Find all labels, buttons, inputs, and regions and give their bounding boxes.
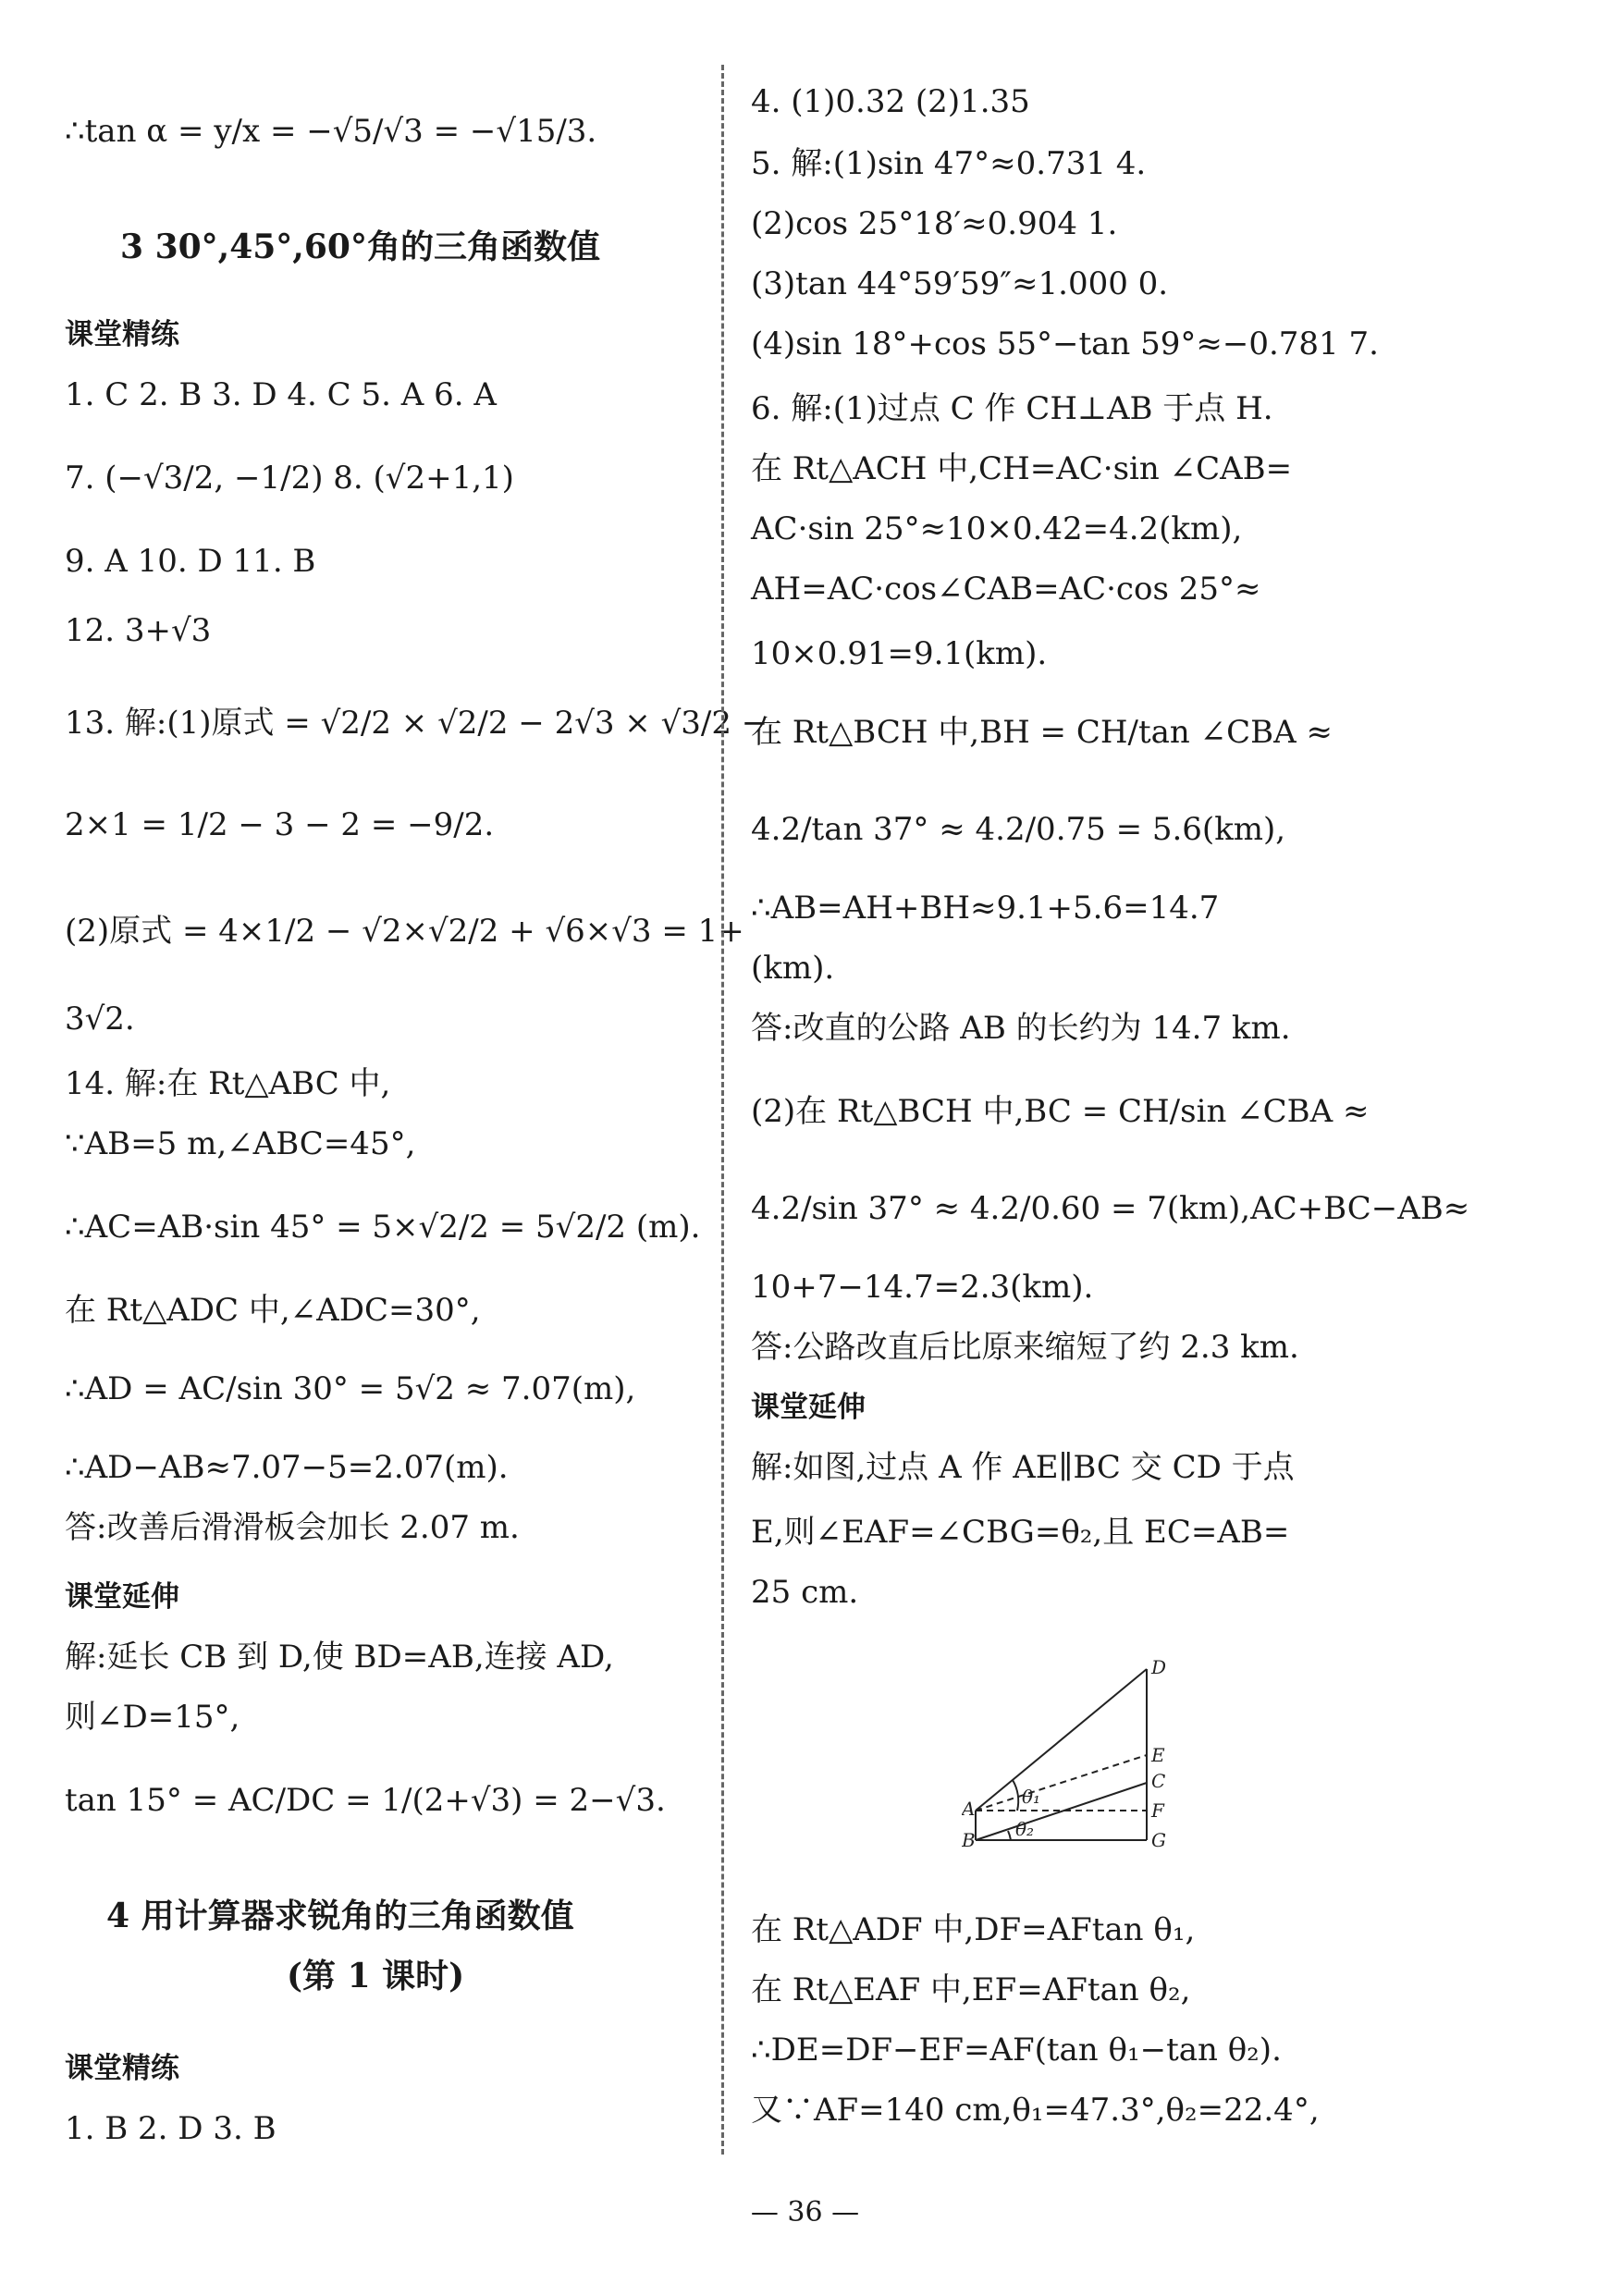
- text-line: (2)cos 25°18′≈0.904 1.: [751, 205, 1118, 242]
- text-line: 解:如图,过点 A 作 AE∥BC 交 CD 于点: [751, 1449, 1295, 1486]
- text-line: (4)sin 18°+cos 55°−tan 59°≈−0.781 7.: [751, 325, 1379, 362]
- label-theta1: θ₁: [1022, 1786, 1041, 1808]
- answer-line: 4. (1)0.32 (2)1.35: [751, 83, 1030, 120]
- text-line: 4.2/sin 37° ≈ 4.2/0.60 = 7(km),AC+BC−AB≈: [751, 1190, 1470, 1227]
- text-line: 答:改直的公路 AB 的长约为 14.7 km.: [751, 1010, 1291, 1047]
- subsection-heading: 课堂延伸: [65, 1580, 179, 1614]
- text-line: 25 cm.: [751, 1574, 859, 1611]
- subsection-heading: 课堂精练: [65, 2052, 179, 2085]
- text-line: 在 Rt△ADF 中,DF=AFtan θ₁,: [751, 1911, 1196, 1948]
- text-line: AH=AC·cos∠CAB=AC·cos 25°≈: [751, 571, 1261, 608]
- section-subtitle: (第 1 课时): [287, 1957, 465, 1995]
- label-c: C: [1151, 1770, 1166, 1792]
- label-a: A: [962, 1798, 976, 1820]
- column-divider: [721, 65, 724, 2155]
- answer-line: 1. C 2. B 3. D 4. C 5. A 6. A: [65, 376, 497, 413]
- text-line: 6. 解:(1)过点 C 作 CH⊥AB 于点 H.: [751, 390, 1273, 427]
- text-line: 在 Rt△EAF 中,EF=AFtan θ₂,: [751, 1971, 1191, 2008]
- text-line: 在 Rt△ACH 中,CH=AC·sin ∠CAB=: [751, 450, 1293, 487]
- text-line: (3)tan 44°59′59″≈1.000 0.: [751, 265, 1169, 302]
- label-d: D: [1151, 1656, 1167, 1678]
- text-line: (2)在 Rt△BCH 中,BC = CH/sin ∠CBA ≈: [751, 1093, 1370, 1130]
- text-line: (km).: [751, 950, 835, 987]
- text-line: 解:延长 CB 到 D,使 BD=AB,连接 AD,: [65, 1639, 614, 1676]
- answer-line: 9. A 10. D 11. B: [65, 543, 316, 580]
- text-line: 13. 解:(1)原式 = √2/2 × √2/2 − 2√3 × √3/2 −: [65, 705, 768, 742]
- text-line: tan 15° = AC/DC = 1/(2+√3) = 2−√3.: [65, 1782, 666, 1819]
- answer-line: 1. B 2. D 3. B: [65, 2110, 277, 2147]
- text-line: 在 Rt△BCH 中,BH = CH/tan ∠CBA ≈: [751, 714, 1333, 751]
- page-number: — 36 —: [750, 2196, 860, 2228]
- text-line: 2×1 = 1/2 − 3 − 2 = −9/2.: [65, 806, 495, 843]
- text-line: 又∵AF=140 cm,θ₁=47.3°,θ₂=22.4°,: [751, 2092, 1320, 2129]
- answer-line: 7. (−√3/2, −1/2) 8. (√2+1,1): [65, 460, 514, 497]
- text-line: ∵AB=5 m,∠ABC=45°,: [65, 1125, 416, 1162]
- label-b: B: [962, 1829, 976, 1851]
- text-line: ∴tan α = y/x = −√5/√3 = −√15/3.: [65, 113, 597, 150]
- text-line: 答:公路改直后比原来缩短了约 2.3 km.: [751, 1329, 1299, 1366]
- text-line: E,则∠EAF=∠CBG=θ₂,且 EC=AB=: [751, 1514, 1290, 1551]
- text-line: 在 Rt△ADC 中,∠ADC=30°,: [65, 1292, 481, 1329]
- subsection-heading: 课堂精练: [65, 318, 179, 351]
- text-line: (2)原式 = 4×1/2 − √2×√2/2 + √6×√3 = 1+: [65, 913, 744, 950]
- text-line: ∴AD = AC/sin 30° = 5√2 ≈ 7.07(m),: [65, 1370, 636, 1407]
- text-line: 14. 解:在 Rt△ABC 中,: [65, 1065, 391, 1102]
- section-heading: 3 30°,45°,60°角的三角函数值: [120, 227, 600, 266]
- geometry-figure: [962, 1651, 1193, 1872]
- answer-line: 12. 3+√3: [65, 612, 212, 649]
- text-line: 3√2.: [65, 1001, 135, 1037]
- subsection-heading: 课堂延伸: [751, 1391, 866, 1424]
- text-line: ∴AB=AH+BH≈9.1+5.6=14.7: [751, 890, 1220, 927]
- text-line: 5. 解:(1)sin 47°≈0.731 4.: [751, 145, 1147, 182]
- label-theta2: θ₂: [1015, 1818, 1035, 1840]
- label-g: G: [1151, 1829, 1166, 1851]
- text-line: 10×0.91=9.1(km).: [751, 635, 1048, 672]
- text-line: 答:改善后滑滑板会加长 2.07 m.: [65, 1509, 520, 1546]
- text-line: 则∠D=15°,: [65, 1699, 240, 1736]
- label-e: E: [1151, 1744, 1165, 1766]
- text-line: ∴AD−AB≈7.07−5=2.07(m).: [65, 1449, 509, 1486]
- section-heading: 4 用计算器求锐角的三角函数值: [106, 1897, 574, 1935]
- text-line: 4.2/tan 37° ≈ 4.2/0.75 = 5.6(km),: [751, 811, 1286, 848]
- text-line: 10+7−14.7=2.3(km).: [751, 1269, 1094, 1306]
- text-line: ∴AC=AB·sin 45° = 5×√2/2 = 5√2/2 (m).: [65, 1209, 701, 1246]
- text-line: AC·sin 25°≈10×0.42=4.2(km),: [751, 510, 1243, 547]
- label-f: F: [1151, 1799, 1164, 1822]
- text-line: ∴DE=DF−EF=AF(tan θ₁−tan θ₂).: [751, 2032, 1282, 2069]
